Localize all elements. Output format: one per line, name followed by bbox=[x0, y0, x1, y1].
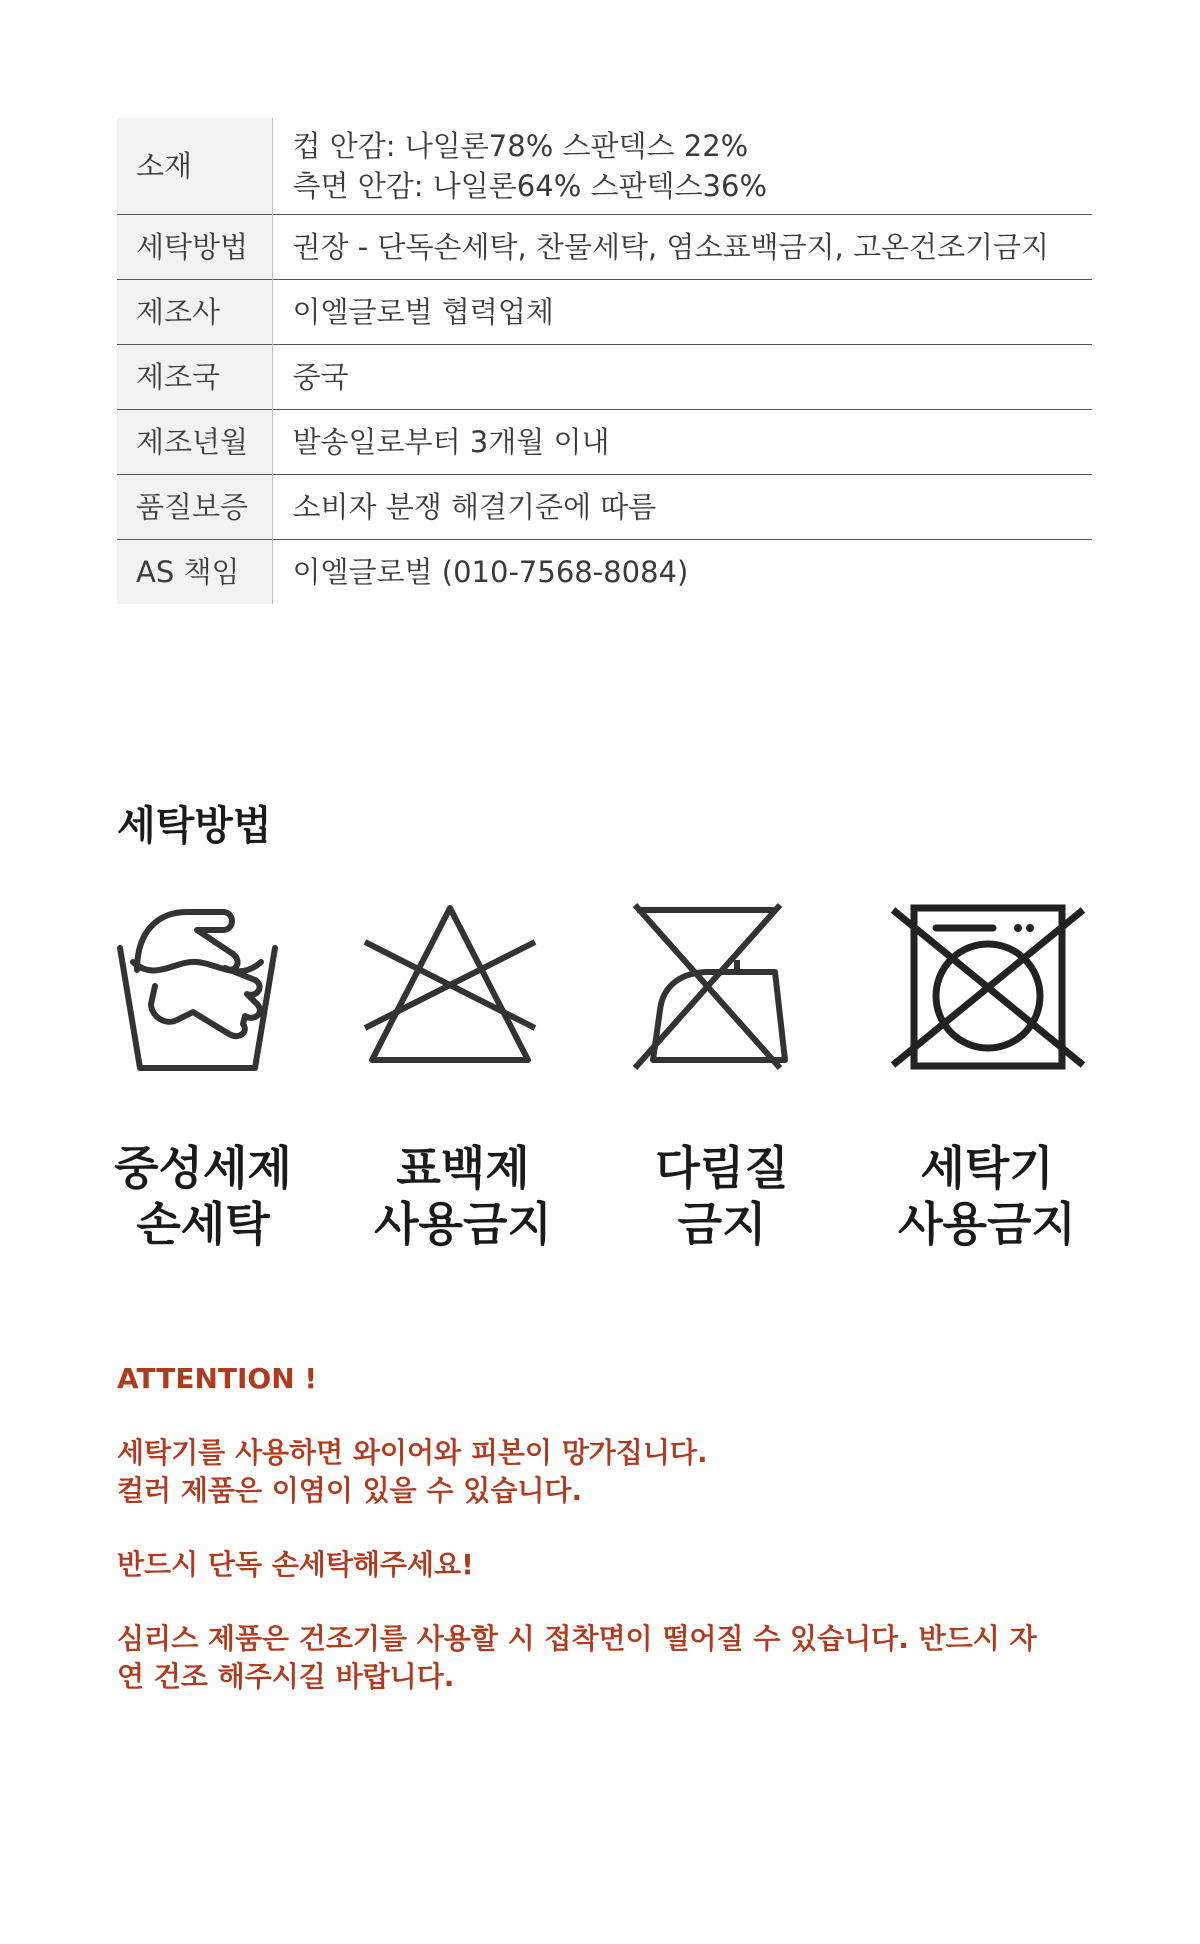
spec-value bbox=[272, 118, 1092, 214]
spec-row-material bbox=[117, 118, 1092, 214]
care-label-no-bleach bbox=[333, 1140, 593, 1252]
attention-heading: ATTENTION ! bbox=[117, 1362, 318, 1395]
spec-row-as bbox=[117, 539, 1092, 604]
spec-label: 소재 bbox=[117, 118, 272, 214]
care-icons-row bbox=[0, 900, 1200, 1100]
spec-value: 이엘글로벌 (010-7568-8084) bbox=[272, 539, 1092, 604]
care-label-line: 다림질 bbox=[655, 1141, 789, 1195]
care-label-line: 사용금지 bbox=[374, 1197, 552, 1251]
hand-wash-icon bbox=[115, 900, 285, 1075]
no-iron-icon bbox=[625, 900, 800, 1075]
care-label-hand-wash bbox=[73, 1140, 333, 1252]
notice-text: 심리스 제품은 건조기를 사용할 시 접착면이 떨어질 수 있습니다. 반드시 자 bbox=[117, 1622, 1037, 1655]
notice-text: 세탁기를 사용하면 와이어와 피본이 망가집니다. bbox=[117, 1436, 708, 1469]
attention-notice bbox=[117, 1360, 1097, 1696]
spec-value-line: 측면 안감: 나일론64% 스판텍스36% bbox=[292, 168, 767, 203]
spec-row-manufacturer bbox=[117, 279, 1092, 344]
spec-row-wash-method bbox=[117, 214, 1092, 279]
spec-label: 제조국 bbox=[117, 344, 272, 409]
care-label-line: 표백제 bbox=[396, 1141, 530, 1195]
care-label-no-machine-wash bbox=[857, 1140, 1117, 1252]
spec-value: 권장 - 단독손세탁, 찬물세탁, 염소표백금지, 고온건조기금지 bbox=[272, 214, 1092, 279]
spec-label: 제조사 bbox=[117, 279, 272, 344]
product-spec-table bbox=[117, 118, 1092, 604]
care-label-line: 금지 bbox=[677, 1197, 767, 1251]
spec-value-line: 컵 안감: 나일론78% 스판덱스 22% bbox=[292, 128, 749, 163]
spec-label: 제조년월 bbox=[117, 409, 272, 474]
care-section-title: 세탁방법 bbox=[117, 803, 272, 849]
spec-label: AS 책임 bbox=[117, 539, 272, 604]
spec-row-manufacture-date bbox=[117, 409, 1092, 474]
care-label-line: 손세탁 bbox=[136, 1197, 270, 1251]
spec-label: 세탁방법 bbox=[117, 214, 272, 279]
spec-value: 중국 bbox=[272, 344, 1092, 409]
spec-value: 소비자 분쟁 해결기준에 따름 bbox=[272, 474, 1092, 539]
care-label-line: 중성세제 bbox=[114, 1141, 292, 1195]
care-label-line: 세탁기 bbox=[920, 1141, 1054, 1195]
care-label-no-iron bbox=[592, 1140, 852, 1252]
no-bleach-icon bbox=[360, 900, 540, 1075]
spec-label: 품질보증 bbox=[117, 474, 272, 539]
spec-row-warranty bbox=[117, 474, 1092, 539]
spec-row-country bbox=[117, 344, 1092, 409]
notice-text: 연 건조 해주시길 바랍니다. bbox=[117, 1660, 455, 1693]
spec-value: 이엘글로벌 협력업체 bbox=[272, 279, 1092, 344]
no-machine-wash-icon bbox=[888, 900, 1088, 1075]
spec-value: 발송일로부터 3개월 이내 bbox=[272, 409, 1092, 474]
care-label-line: 사용금지 bbox=[898, 1197, 1076, 1251]
notice-text: 반드시 단독 손세탁해주세요! bbox=[117, 1548, 474, 1581]
notice-text: 컬러 제품은 이염이 있을 수 있습니다. bbox=[117, 1474, 583, 1507]
